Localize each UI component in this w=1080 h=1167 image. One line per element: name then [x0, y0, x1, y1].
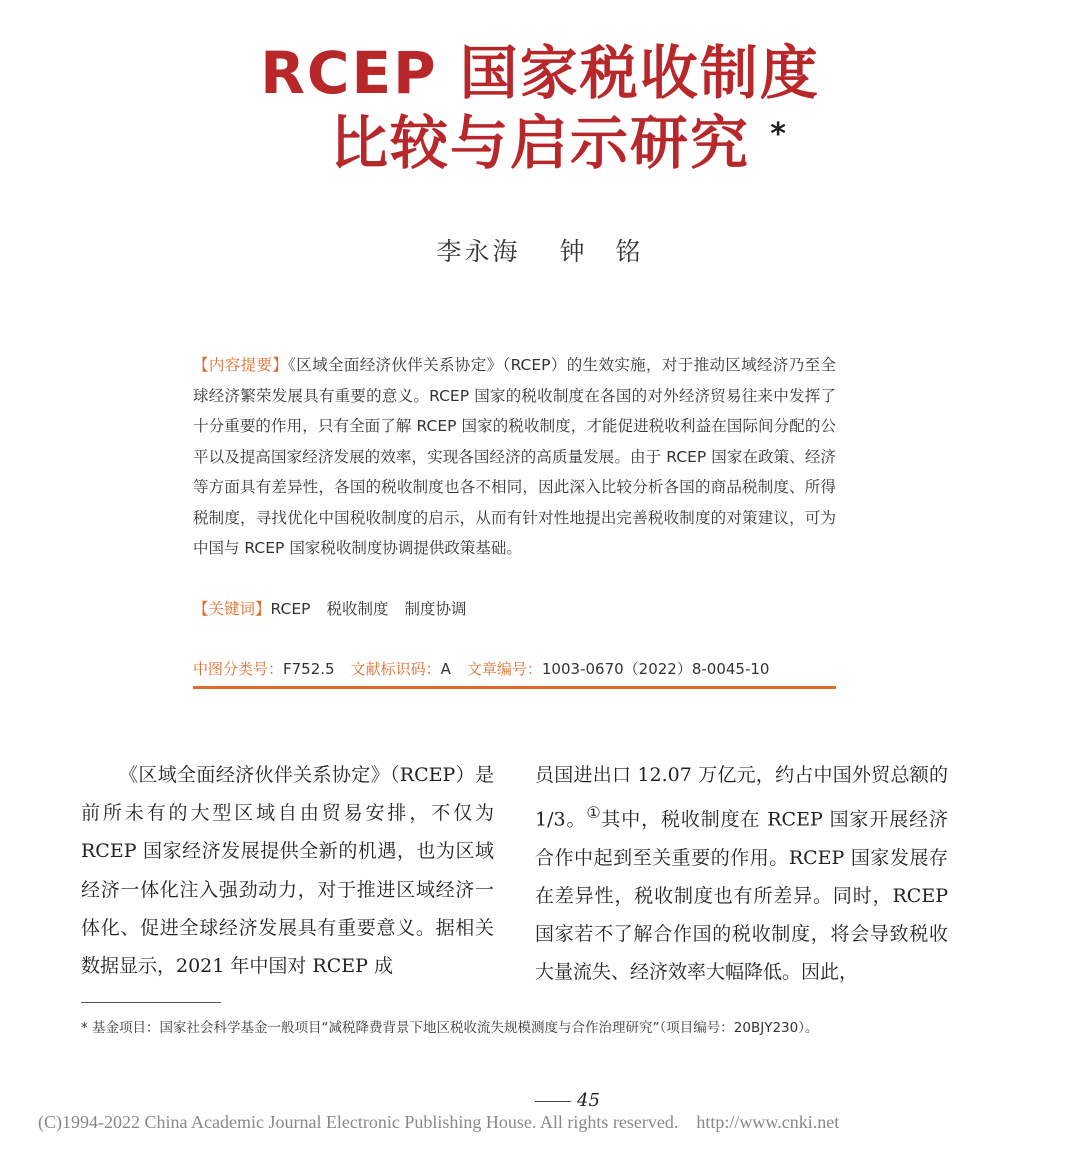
footnote: * 基金项目：国家社会科学基金一般项目“减税降费背景下地区税收流失规模测度与合作治理研究”（项目编号：20BJY230）。: [81, 1020, 819, 1036]
title-line-1: RCEP 国家税收制度: [260, 39, 820, 107]
abstract-text: 《区域全面经济伙伴关系协定》（RCEP）的生效实施，对于推动区域经济乃至全球经济繁荣发展具有重要的意义。RCEP 国家的税收制度在各国的对外经济贸易往来中发挥了十分重要的作用，只有全面了解 RCEP 国家的税收制度，才能促进税收利益在国际间分配的公平以及提高国家经济发展的效率，实现各国经济的高质量发展。由于 RCEP 国家在政策、经济等方面具有差异性，各国的税收制度也各不相同，因此深入比较分析各国的商品税制度、所得税制度，寻找优化中国税收制度的启示，从而有针对性地提出完善税收制度的对策建议，可为中国与 RCEP 国家税收制度协调提供政策基础。: [193, 356, 836, 557]
copyright-text: (C)1994-2022 China Academic Journal Electronic Publishing House. All rights reserved.: [38, 1112, 679, 1132]
article-number-value: 1003-0670（2022）8-0045-10: [541, 660, 770, 678]
abstract-tag: 【内容提要】: [193, 356, 289, 374]
doc-code-value: A: [440, 660, 451, 678]
classification-line: [193, 656, 836, 689]
doc-code-label: 文献标识码：: [350, 660, 441, 678]
keyword: 税收制度: [326, 600, 389, 618]
footnote-ref: ①: [586, 803, 602, 823]
clc-value: F752.5: [283, 660, 335, 678]
copyright-url: http://www.cnki.net: [696, 1112, 840, 1132]
abstract: [193, 350, 836, 564]
title-footnote-marker: *: [770, 117, 788, 152]
author-list: [0, 232, 1080, 268]
page-number-dash: [535, 1101, 571, 1102]
clc-label: 中图分类号：: [193, 660, 284, 678]
body-text: 其中，税收制度在 RCEP 国家开展经济合作中起到至关重要的作用。RCEP 国家发展存在差异性，税收制度也有所差异。同时，RCEP 国家若不了解合作国的税收制度，将会导致税收大量流失、经济效率大幅降低。因此，: [535, 808, 948, 984]
footnote-divider: [81, 1002, 221, 1003]
keyword: RCEP: [270, 600, 311, 618]
body-text: 员国进出口 12.07 万亿元，约占中国外贸总额的 1/3。: [535, 764, 948, 831]
keyword: 制度协调: [404, 600, 467, 618]
author-name: 李永海: [436, 237, 521, 266]
title-line-2-text: 比较与启示研究: [329, 109, 750, 177]
keywords-tag: 【关键词】: [193, 600, 271, 618]
keywords: [193, 594, 483, 624]
body-column-left: [81, 756, 494, 985]
page-number: [535, 1090, 600, 1111]
body-column-right: [535, 756, 948, 992]
page-number-text: 45: [577, 1090, 600, 1111]
body-paragraph: [535, 756, 948, 992]
body-paragraph: 《区域全面经济伙伴关系协定》（RCEP）是前所未有的大型区域自由贸易安排，不仅为 RCEP 国家经济发展提供全新的机遇，也为区域经济一体化注入强劲动力，对于推进区域经济一体化、促进全球经济发展具有重要意义。据相关数据显示，2021 年中国对 RCEP 成: [81, 764, 494, 978]
title-line-2: [329, 108, 788, 178]
article-number-label: 文章编号：: [466, 660, 542, 678]
author-name: 钟 铭: [559, 237, 644, 266]
copyright-watermark: [38, 1112, 839, 1133]
article-title: [0, 38, 1080, 178]
